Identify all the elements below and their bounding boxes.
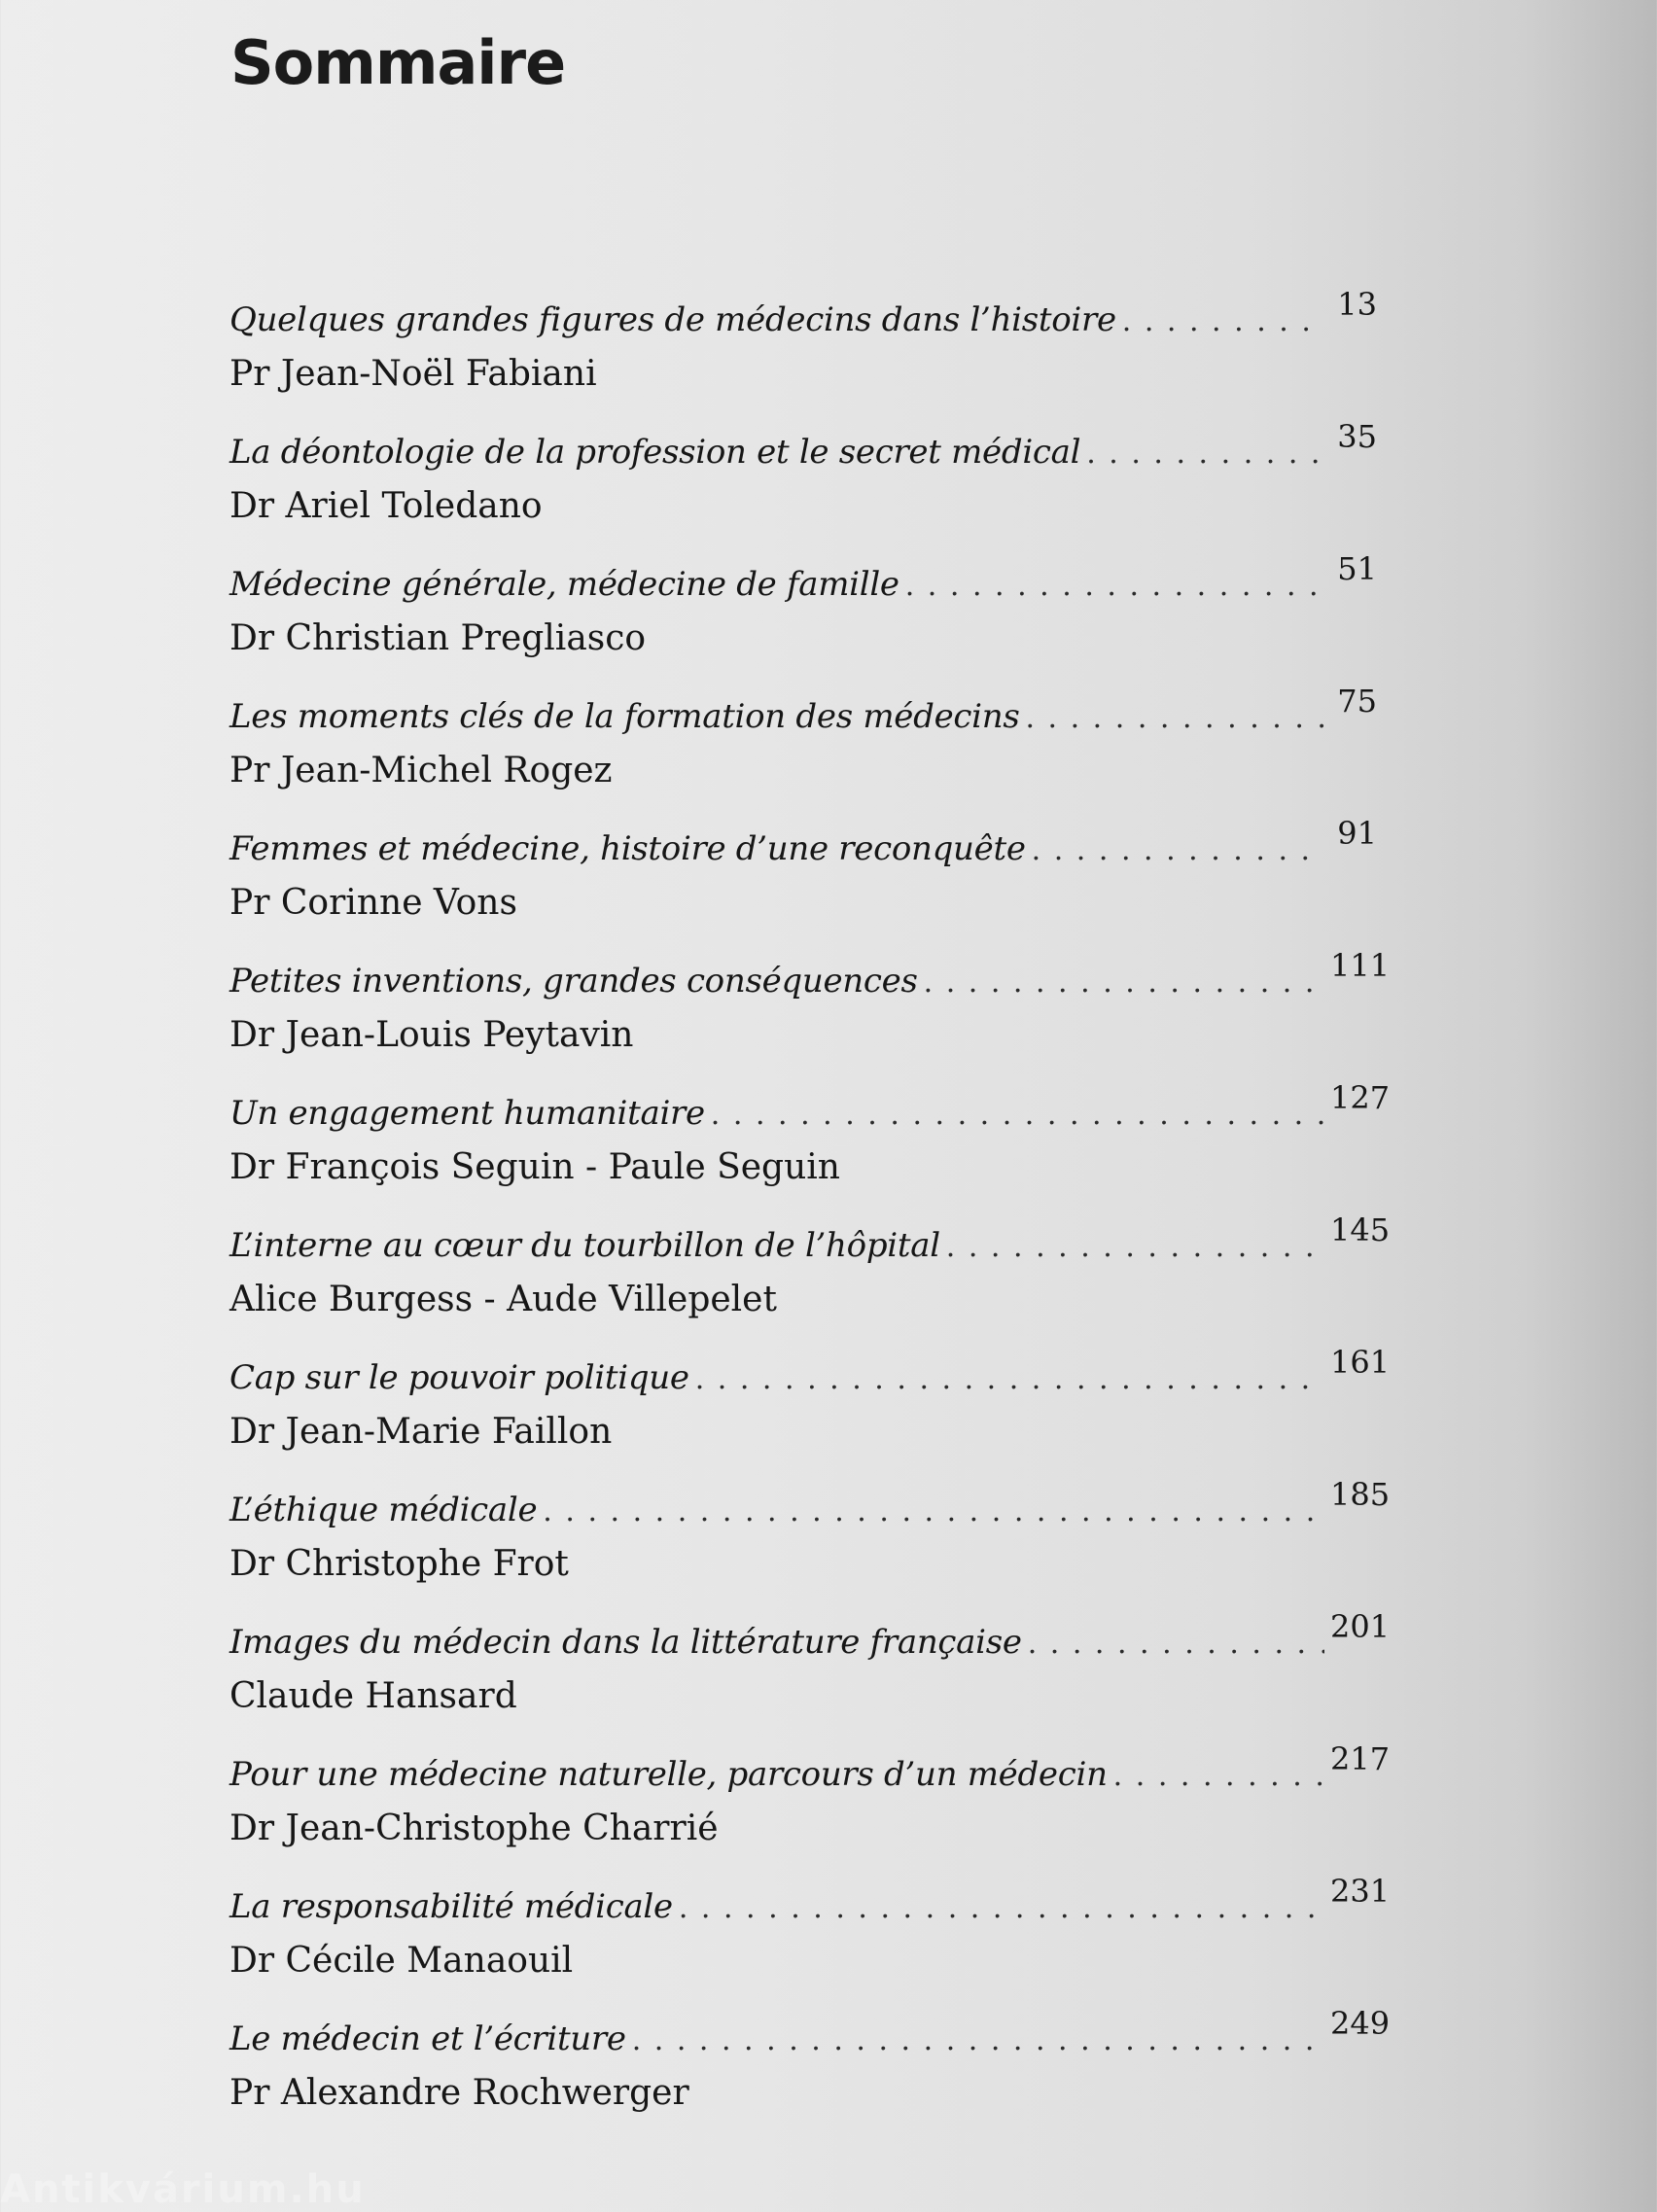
dot-leader [679,1878,1324,1939]
toc-page-number: 249 [1330,2005,1391,2042]
toc-page-number: 35 [1337,418,1377,455]
toc-entry [229,1740,1391,1877]
dot-leader [1086,424,1324,484]
dot-leader [632,2011,1324,2071]
toc-page-number: 217 [1330,1740,1391,1777]
toc-entry [229,947,1391,1083]
toc-entry [229,1211,1391,1348]
toc-entry-title: Petites inventions, grandes conséquences [229,962,918,1001]
toc-entry [229,1344,1391,1480]
toc-entry [229,2005,1391,2141]
toc-entry-title: La déontologie de la profession et le secret médical [229,433,1081,472]
toc-entry-author: Dr Jean-Marie Faillon [229,1412,613,1452]
dot-leader [1122,292,1324,352]
toc-entry [229,815,1377,951]
toc-entry-author: Claude Hansard [229,1676,517,1716]
toc-entry-author: Alice Burgess - Aude Villepelet [229,1280,777,1319]
dot-leader [695,1350,1324,1410]
dot-leader [1025,688,1324,749]
dot-leader [1113,1746,1324,1807]
page-title: Sommaire [230,27,566,98]
toc-entry-title: La responsabilité médicale [229,1887,673,1926]
toc-page-number: 91 [1337,815,1377,852]
toc-entry [229,1873,1391,2009]
toc-entry-author: Dr Christophe Frot [229,1544,569,1584]
dot-leader [924,953,1324,1013]
toc-entry [229,418,1377,554]
toc-entry-author: Pr Alexandre Rochwerger [229,2073,689,2113]
toc-entry-title: L’éthique médicale [229,1491,538,1529]
dot-leader [1028,1614,1324,1674]
toc-entry [229,683,1377,819]
toc-entry-title: Pour une médecine naturelle, parcours d’un médecin [229,1755,1108,1794]
toc-page-number: 201 [1330,1608,1391,1645]
toc-entry-author: Dr Ariel Toledano [229,486,543,526]
dot-leader [711,1085,1324,1145]
toc-entry-author: Dr Christian Pregliasco [229,618,647,658]
toc-entry-title: Cap sur le pouvoir politique [229,1358,689,1397]
toc-entry [229,1079,1391,1215]
toc-page-number: 51 [1337,550,1377,587]
toc-entry-author: Dr Jean-Christophe Charrié [229,1808,719,1848]
table-of-contents [229,286,1391,2141]
dot-leader [1032,821,1324,881]
toc-entry-author: Dr Cécile Manaouil [229,1941,574,1981]
toc-entry [229,286,1377,422]
toc-entry-author: Pr Jean-Michel Rogez [229,751,613,790]
toc-entry-author: Pr Corinne Vons [229,883,517,923]
toc-page-number: 145 [1330,1211,1391,1248]
toc-entry-title: Femmes et médecine, histoire d’une reconquête [229,829,1026,868]
toc-entry [229,1476,1391,1612]
toc-entry-title: Images du médecin dans la littérature française [229,1623,1022,1662]
toc-entry-title: Un engagement humanitaire [229,1094,705,1133]
toc-page-number: 13 [1337,286,1377,323]
toc-entry-title: Le médecin et l’écriture [229,2019,626,2058]
toc-entry-title: Quelques grandes figures de médecins dans l’histoire [229,300,1116,339]
dot-leader [905,556,1324,616]
toc-entry-title: L’interne au cœur du tourbillon de l’hôpital [229,1226,940,1265]
dot-leader [543,1482,1324,1542]
toc-page-number: 185 [1330,1476,1391,1513]
toc-page-number: 161 [1330,1344,1391,1381]
toc-entry-title: Les moments clés de la formation des médecins [229,697,1020,736]
toc-entry [229,550,1377,686]
toc-entry-author: Pr Jean-Noël Fabiani [229,354,597,394]
toc-entry-author: Dr Jean-Louis Peytavin [229,1015,634,1055]
toc-page-number: 75 [1337,683,1377,720]
watermark: Antikvárium.hu [0,2167,366,2212]
toc-entry [229,1608,1391,1744]
toc-entry-author: Dr François Seguin - Paule Seguin [229,1147,840,1187]
toc-entry-title: Médecine générale, médecine de famille [229,565,899,604]
dot-leader [946,1217,1324,1278]
toc-page-number: 111 [1330,947,1391,984]
toc-page-number: 231 [1330,1873,1391,1910]
toc-page-number: 127 [1330,1079,1391,1116]
